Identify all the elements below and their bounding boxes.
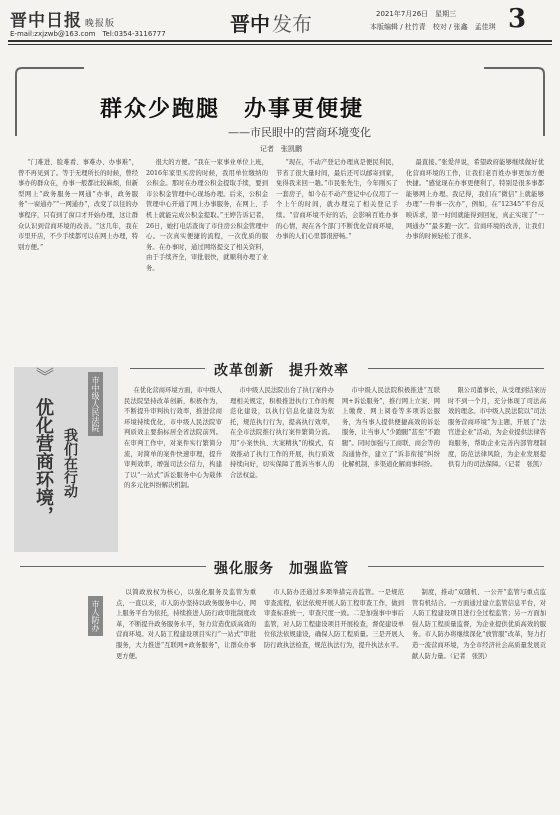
logo-subtitle: 晚报版 <box>85 19 116 29</box>
band1-title: 改革创新 提升效率 <box>214 363 349 379</box>
band2-rule-right <box>368 566 544 567</box>
byline: 记者 张凯鹏 <box>260 145 302 153</box>
section-name-light: 发布 <box>272 12 312 36</box>
page-number: 3 <box>508 4 527 34</box>
section-title <box>230 8 312 37</box>
band1-column-1 <box>124 386 222 556</box>
headline-title: 群众少跑腿 办事更便捷 <box>100 96 365 122</box>
issue-date: 2021年7月26日 星期三 <box>376 10 457 18</box>
band1-col2-text: 市中级人民法院出台了执行案件办理相关规定，积极推进执行工作的规范化建设，以执行信息化建设为依托，规范执行行为，提高执行效率，在全市法院推行执行案件繁简分流。用“小案快执、大案精执”的模式，有效推动了执行工作的开展，执行质效持续向好，切实保障了胜诉当事人的合法权益。 <box>230 387 334 479</box>
band2-col3-text: 制度，推动“双随机、一公开”监管与重点监管有机结合。一方面通过建立监管信息平台，对人防工程建设项目进行全过程监管；另一方面加强人防工程质量监督，为企业提供优质高效的服务。市人防办将继续深化“放管服”改革，努力打造一流营商环境，为全市经济社会高质量发展贡献人防力量。（记者 张凯） <box>412 589 546 660</box>
contact-info: E-mail:zxjzwb@163.com Tel:0354-3116777 <box>10 30 166 38</box>
masthead-rule <box>8 40 552 42</box>
band1-column-2 <box>230 386 334 556</box>
band1-column-3 <box>342 386 440 556</box>
band2-col1-text: 以简政放权为核心，以强化服务及监管为重点，一直以来，市人防办坚持以政务服务中心、网上服务平台为依托，持续推进人防行政审批制度改革，不断提升政务服务水平，努力营造优质高效的营商环境。对人防工程建设项目实行“一站式”审批服务，大力推进“互联网+政务服务”，让群众办事更方便。 <box>116 589 256 660</box>
band1-col1-text: 在优化营商环境方面，市中级人民法院坚持改革创新，积极作为，不断提升审判执行效率，推进营商环境持续优化，市中级人民法院审判质效主要指标居全省法院前列。在审判工作中，对案件实行繁简分流，对简单的案件快速审理，提升审判效率，增强司法公信力，构建了以“一站式”诉讼服务中心为载体的多元化纠纷解决机制。 <box>124 387 222 490</box>
band1-col4-text: 限公司董事长，从受理到结案历时不到一个月，充分体现了司法高效的理念。市中级人民法院以“司法服务营商环境”为主题，开展了“法官进企业”活动，为企业提供法律咨询服务，帮助企业完善内部管理制度，防范法律风险，为企业发展提供有力的司法保障。（记者 张凯） <box>448 387 546 469</box>
article-column-1 <box>18 158 138 348</box>
article-column-2 <box>146 158 268 348</box>
masthead-rule-thin <box>8 44 552 45</box>
chevron-down-icon: ︾ <box>36 367 54 388</box>
article-col4-text: 最直接。”张爱萍说，希望政府能够继续做好优化营商环境的工作，让我们老百姓办事更加方便快捷。“感觉现在办事更便利了，特别是很多事都能够网上办理。我记得，我们在“微信”上就能够办理“一件事一次办”，例如，在“12345”平台反映诉求，第一时间就能得到回复，真正实现了“一网通办”“最多跑一次”。营商环境的改善，让我们办事的时候轻松了很多。 <box>406 159 544 241</box>
logo-text: 晋中日报 <box>10 11 82 31</box>
band1-rule-left <box>130 368 205 369</box>
band2-rule-left <box>20 566 206 567</box>
band1-col3-text: 市中级人民法院积极推进“互联网+诉讼服务”，推行网上立案、网上缴费、网上阅卷等多项诉讼服务，为当事人提供便捷高效的诉讼服务，让当事人“少跑腿”甚至“不跑腿”。同时加强与工商联、商会等的沟通协作，建立了“诉非衔接”纠纷化解机制，多渠道化解商事纠纷。 <box>342 387 440 469</box>
article-col1-text: “门难进、脸难看、事难办、办事难”，曾不再见到了。等于无理所长的时候，曾经事办的群众在，办事一般都比较麻烦，但新型网上“政务服务一网通”办事，政务服务“一窗通办”“一网通办”，改变了以往的办事程序，只有到了窗口才开始办理，这让群众认识到营商环境的改善。“这几年，我在市里开店，不少手续都可以在网上办理，特别方便。” <box>18 159 138 251</box>
band2-department-label: 市人防办 <box>88 596 103 636</box>
article-column-3 <box>276 158 398 348</box>
band1-department-label: 市中级人民法院 <box>88 372 103 436</box>
article-col3-text: “现在，不动产登记办理真是便民利民，节省了很大量时间，最后还可以邮寄到家，免得我来回一趟。”市民张先生，今年刚买了一套房子，如今在不动产登记中心仅用了一个上午的时间，就办理完了相关登记手续。“营商环境不好的话，会影响百姓办事的心情，现在各个部门不断优化营商环境，办事的人们心里都很舒畅。” <box>276 159 398 241</box>
article-col2-text: 很大的方便。“我在一家事业单位上班，2016年家里买房的时候，我用单位缴纳的公积金。那时在办理公积金提取手续，要到市公积金管理中心现场办理。后来，公积金管理中心开通了网上办事服务，在网上、手机上就能完成公积金提取。”王婷告诉记者，26日，她打电话查询了市住房公积金管理中心。一次真实便捷的流程，一次优质的服务。在办事时，通过网络提交了相关资料，由于手续齐全，审批很快，就顺利办理了业务。 <box>146 159 268 272</box>
newspaper-logo <box>10 6 115 31</box>
band2-col2-text: 市人防办还通过多项举措完善监管。一是规范审查流程，依法依规开展人防工程审查工作，做到审查标准统一、审查尺度一致。二是加强事中事后监管，对人防工程建设项目开展检查，督促建设单位依法依规建设，确保人防工程质量。三是开展人防行政执法检查，规范执法行为，提升执法水平。 <box>264 589 404 649</box>
editor-credits: 本版编辑 / 杜竹青 校对 / 张鑫 孟佳琪 <box>370 23 496 31</box>
band2-column-3 <box>412 588 546 798</box>
section-name: 晋中 <box>230 12 270 36</box>
band1-rule-right <box>368 368 544 369</box>
headline-subtitle: ——市民眼中的营商环境变化 <box>228 126 371 139</box>
article-column-4 <box>406 158 544 348</box>
campaign-slogan-main: 优化营商环境， <box>33 398 54 524</box>
campaign-slogan-sub: 我们在行动 <box>62 428 78 498</box>
band2-title: 强化服务 加强监管 <box>214 561 349 577</box>
band2-column-2 <box>264 588 404 798</box>
band2-column-1 <box>116 588 256 798</box>
band1-column-4 <box>448 386 546 556</box>
